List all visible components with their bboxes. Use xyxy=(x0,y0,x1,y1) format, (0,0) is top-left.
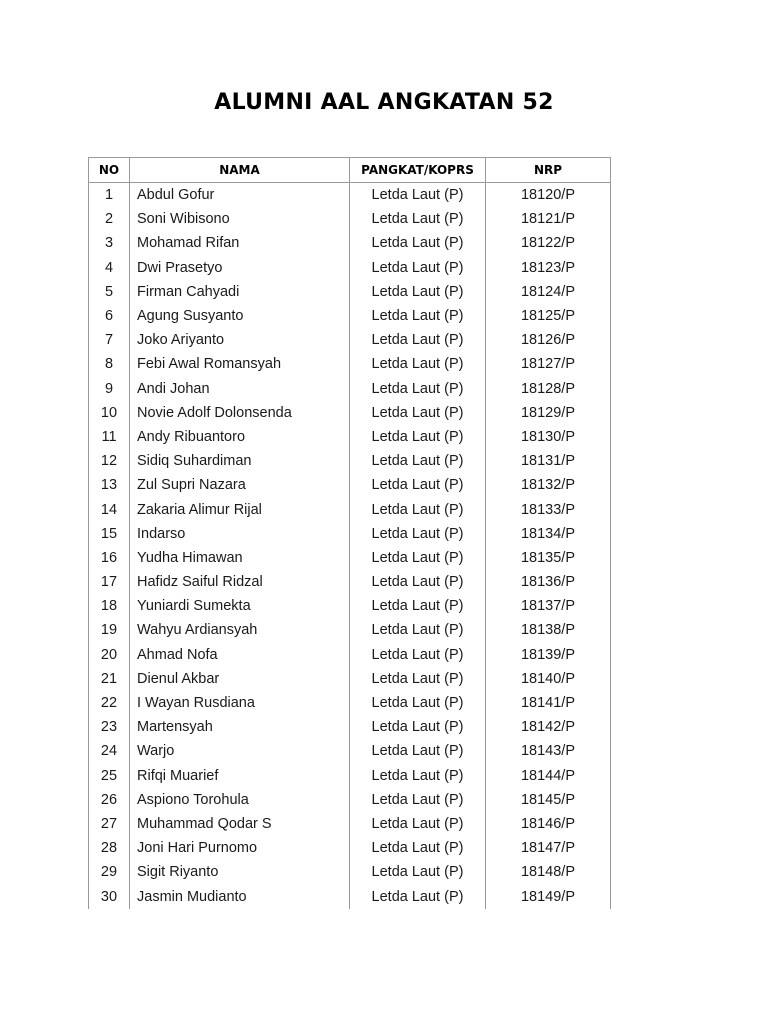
nrp-cell: 18128/P xyxy=(486,377,611,401)
nama-cell: Martensyah xyxy=(130,715,350,739)
table-row xyxy=(89,570,611,594)
no-cell: 26 xyxy=(89,788,130,812)
pangkat-cell: Letda Laut (P) xyxy=(350,183,486,208)
pangkat-cell: Letda Laut (P) xyxy=(350,449,486,473)
table-row xyxy=(89,256,611,280)
no-cell: 23 xyxy=(89,715,130,739)
nrp-cell: 18133/P xyxy=(486,497,611,521)
nrp-cell: 18121/P xyxy=(486,207,611,231)
nrp-cell: 18135/P xyxy=(486,546,611,570)
no-cell: 15 xyxy=(89,522,130,546)
table-row xyxy=(89,352,611,376)
table-row xyxy=(89,715,611,739)
pangkat-cell: Letda Laut (P) xyxy=(350,691,486,715)
nama-cell: Joko Ariyanto xyxy=(130,328,350,352)
no-cell: 12 xyxy=(89,449,130,473)
table-row xyxy=(89,643,611,667)
table-row xyxy=(89,691,611,715)
nama-cell: Sigit Riyanto xyxy=(130,860,350,884)
nama-cell: Mohamad Rifan xyxy=(130,231,350,255)
no-cell: 3 xyxy=(89,231,130,255)
no-cell: 25 xyxy=(89,764,130,788)
nama-cell: Muhammad Qodar S xyxy=(130,812,350,836)
table-row xyxy=(89,473,611,497)
pangkat-cell: Letda Laut (P) xyxy=(350,715,486,739)
no-cell: 18 xyxy=(89,594,130,618)
no-cell: 13 xyxy=(89,473,130,497)
table-row xyxy=(89,812,611,836)
nrp-cell: 18126/P xyxy=(486,328,611,352)
no-cell: 14 xyxy=(89,497,130,521)
nama-cell: I Wayan Rusdiana xyxy=(130,691,350,715)
nrp-cell: 18122/P xyxy=(486,231,611,255)
pangkat-cell: Letda Laut (P) xyxy=(350,401,486,425)
table-row xyxy=(89,280,611,304)
pangkat-cell: Letda Laut (P) xyxy=(350,594,486,618)
nama-cell: Jasmin Mudianto xyxy=(130,884,350,908)
pangkat-cell: Letda Laut (P) xyxy=(350,280,486,304)
nama-cell: Abdul Gofur xyxy=(130,183,350,208)
nrp-cell: 18142/P xyxy=(486,715,611,739)
nrp-cell: 18143/P xyxy=(486,739,611,763)
pangkat-cell: Letda Laut (P) xyxy=(350,207,486,231)
table-row xyxy=(89,497,611,521)
no-cell: 27 xyxy=(89,812,130,836)
nrp-cell: 18141/P xyxy=(486,691,611,715)
no-cell: 19 xyxy=(89,618,130,642)
page-title: ALUMNI AAL ANGKATAN 52 xyxy=(214,90,554,115)
pangkat-cell: Letda Laut (P) xyxy=(350,618,486,642)
nama-cell: Andi Johan xyxy=(130,377,350,401)
nrp-cell: 18144/P xyxy=(486,764,611,788)
header-row xyxy=(89,158,611,183)
no-cell: 4 xyxy=(89,256,130,280)
no-cell: 16 xyxy=(89,546,130,570)
pangkat-cell: Letda Laut (P) xyxy=(350,328,486,352)
table-row xyxy=(89,788,611,812)
no-cell: 24 xyxy=(89,739,130,763)
nama-cell: Sidiq Suhardiman xyxy=(130,449,350,473)
table-row xyxy=(89,667,611,691)
pangkat-cell: Letda Laut (P) xyxy=(350,546,486,570)
nrp-cell: 18145/P xyxy=(486,788,611,812)
header-nrp: NRP xyxy=(486,158,611,183)
table-row xyxy=(89,739,611,763)
pangkat-cell: Letda Laut (P) xyxy=(350,836,486,860)
nama-cell: Hafidz Saiful Ridzal xyxy=(130,570,350,594)
nrp-cell: 18124/P xyxy=(486,280,611,304)
nrp-cell: 18120/P xyxy=(486,183,611,208)
pangkat-cell: Letda Laut (P) xyxy=(350,884,486,908)
no-cell: 17 xyxy=(89,570,130,594)
nama-cell: Zul Supri Nazara xyxy=(130,473,350,497)
no-cell: 30 xyxy=(89,884,130,908)
no-cell: 1 xyxy=(89,183,130,208)
nama-cell: Joni Hari Purnomo xyxy=(130,836,350,860)
pangkat-cell: Letda Laut (P) xyxy=(350,643,486,667)
nrp-cell: 18147/P xyxy=(486,836,611,860)
no-cell: 2 xyxy=(89,207,130,231)
nrp-cell: 18136/P xyxy=(486,570,611,594)
pangkat-cell: Letda Laut (P) xyxy=(350,473,486,497)
table-header xyxy=(89,158,611,183)
pangkat-cell: Letda Laut (P) xyxy=(350,497,486,521)
nama-cell: Dienul Akbar xyxy=(130,667,350,691)
table-row xyxy=(89,594,611,618)
nama-cell: Aspiono Torohula xyxy=(130,788,350,812)
nrp-cell: 18130/P xyxy=(486,425,611,449)
pangkat-cell: Letda Laut (P) xyxy=(350,352,486,376)
table-row xyxy=(89,183,611,208)
table-row xyxy=(89,425,611,449)
nrp-cell: 18129/P xyxy=(486,401,611,425)
nama-cell: Wahyu Ardiansyah xyxy=(130,618,350,642)
pangkat-cell: Letda Laut (P) xyxy=(350,667,486,691)
table-row xyxy=(89,401,611,425)
pangkat-cell: Letda Laut (P) xyxy=(350,812,486,836)
pangkat-cell: Letda Laut (P) xyxy=(350,739,486,763)
no-cell: 8 xyxy=(89,352,130,376)
nama-cell: Soni Wibisono xyxy=(130,207,350,231)
no-cell: 20 xyxy=(89,643,130,667)
alumni-table xyxy=(88,157,611,909)
header-pangkat: PANGKAT/KOPRS xyxy=(350,158,486,183)
pangkat-cell: Letda Laut (P) xyxy=(350,522,486,546)
pangkat-cell: Letda Laut (P) xyxy=(350,377,486,401)
nrp-cell: 18146/P xyxy=(486,812,611,836)
no-cell: 5 xyxy=(89,280,130,304)
no-cell: 22 xyxy=(89,691,130,715)
nrp-cell: 18138/P xyxy=(486,618,611,642)
pangkat-cell: Letda Laut (P) xyxy=(350,764,486,788)
pangkat-cell: Letda Laut (P) xyxy=(350,860,486,884)
table-row xyxy=(89,377,611,401)
no-cell: 11 xyxy=(89,425,130,449)
nrp-cell: 18137/P xyxy=(486,594,611,618)
no-cell: 6 xyxy=(89,304,130,328)
table-row xyxy=(89,546,611,570)
nama-cell: Indarso xyxy=(130,522,350,546)
nama-cell: Yuniardi Sumekta xyxy=(130,594,350,618)
nrp-cell: 18123/P xyxy=(486,256,611,280)
table-row xyxy=(89,449,611,473)
table-row xyxy=(89,328,611,352)
nama-cell: Novie Adolf Dolonsenda xyxy=(130,401,350,425)
pangkat-cell: Letda Laut (P) xyxy=(350,304,486,328)
nama-cell: Ahmad Nofa xyxy=(130,643,350,667)
no-cell: 28 xyxy=(89,836,130,860)
nama-cell: Yudha Himawan xyxy=(130,546,350,570)
nama-cell: Zakaria Alimur Rijal xyxy=(130,497,350,521)
nrp-cell: 18132/P xyxy=(486,473,611,497)
table-row xyxy=(89,304,611,328)
nrp-cell: 18140/P xyxy=(486,667,611,691)
nrp-cell: 18125/P xyxy=(486,304,611,328)
nama-cell: Febi Awal Romansyah xyxy=(130,352,350,376)
no-cell: 9 xyxy=(89,377,130,401)
table-row xyxy=(89,231,611,255)
header-nama: NAMA xyxy=(130,158,350,183)
nrp-cell: 18131/P xyxy=(486,449,611,473)
table-row xyxy=(89,522,611,546)
no-cell: 21 xyxy=(89,667,130,691)
pangkat-cell: Letda Laut (P) xyxy=(350,425,486,449)
nama-cell: Agung Susyanto xyxy=(130,304,350,328)
pangkat-cell: Letda Laut (P) xyxy=(350,788,486,812)
nama-cell: Rifqi Muarief xyxy=(130,764,350,788)
table-row xyxy=(89,618,611,642)
pangkat-cell: Letda Laut (P) xyxy=(350,256,486,280)
header-no: NO xyxy=(89,158,130,183)
table-row xyxy=(89,836,611,860)
no-cell: 7 xyxy=(89,328,130,352)
no-cell: 10 xyxy=(89,401,130,425)
no-cell: 29 xyxy=(89,860,130,884)
table-body xyxy=(89,183,611,909)
table-row xyxy=(89,764,611,788)
pangkat-cell: Letda Laut (P) xyxy=(350,231,486,255)
nrp-cell: 18127/P xyxy=(486,352,611,376)
nrp-cell: 18149/P xyxy=(486,884,611,908)
table-row xyxy=(89,860,611,884)
nama-cell: Andy Ribuantoro xyxy=(130,425,350,449)
table-row xyxy=(89,207,611,231)
nrp-cell: 18139/P xyxy=(486,643,611,667)
table-row xyxy=(89,884,611,908)
nama-cell: Warjo xyxy=(130,739,350,763)
nrp-cell: 18148/P xyxy=(486,860,611,884)
pangkat-cell: Letda Laut (P) xyxy=(350,570,486,594)
nama-cell: Dwi Prasetyo xyxy=(130,256,350,280)
nrp-cell: 18134/P xyxy=(486,522,611,546)
nama-cell: Firman Cahyadi xyxy=(130,280,350,304)
